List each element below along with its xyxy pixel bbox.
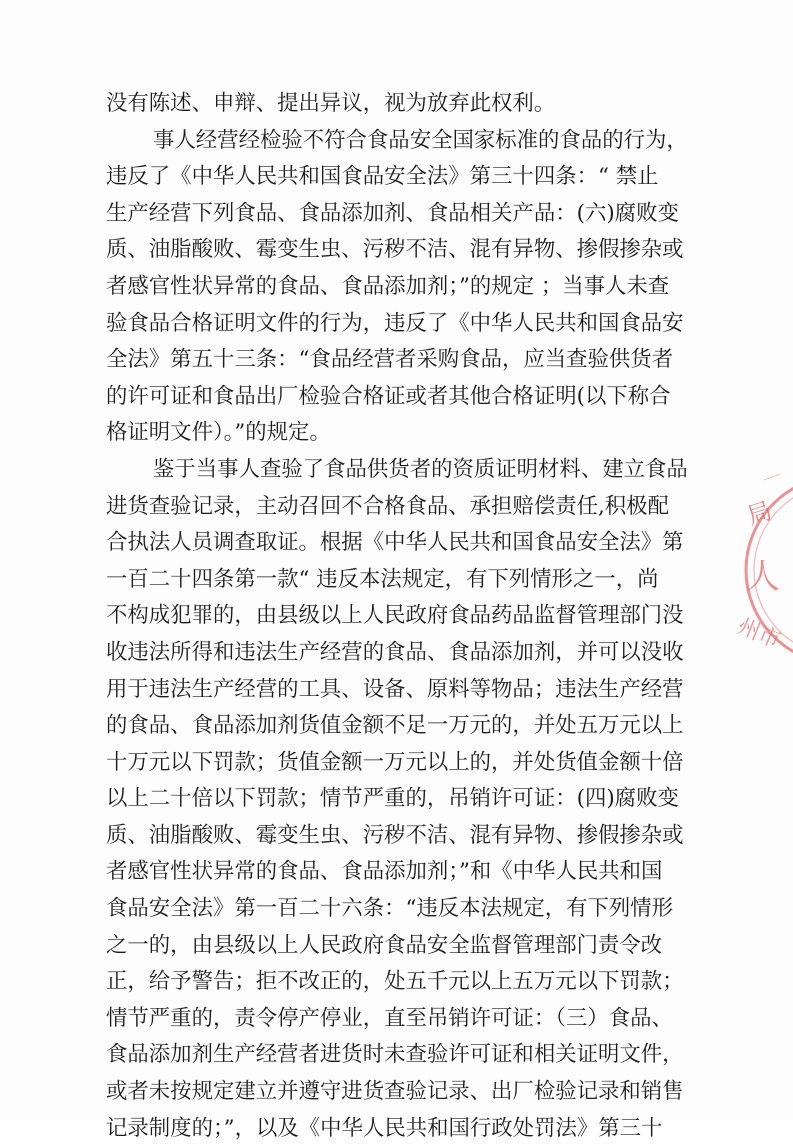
text-line: 鉴于当事人查验了食品供货者的资质证明材料、建立食品 [153, 456, 688, 482]
text-line: 全法》第五十三条：“食品经营者采购食品，应当查验供货者 [106, 347, 674, 373]
document-body [106, 86, 696, 1147]
text-line: 以上二十倍以下罚款；情节严重的，吊销许可证：(四)腐败变 [106, 786, 679, 812]
text-line: 者感官性状异常的食品、食品添加剂；”和《中华人民共和国 [106, 859, 663, 885]
svg-text:局: 局 [743, 496, 776, 531]
official-seal-stamp [728, 470, 793, 670]
svg-text:州市: 州市 [733, 614, 785, 654]
text-line: 的食品、食品添加剂货值金额不足一万元的，并处五万元以上 [106, 713, 684, 739]
text-line: 食品添加剂生产经营者进货时未查验许可证和相关证明文件， [106, 1042, 684, 1068]
text-line: 不构成犯罪的，由县级以上人民政府食品药品监督管理部门没 [106, 603, 684, 629]
text-line: 食品安全法》第一百二十六条：“违反本法规定，有下列情形 [106, 896, 674, 922]
text-line: 之一的，由县级以上人民政府食品安全监督管理部门责令改 [106, 932, 663, 958]
text-line: 的许可证和食品出厂检验合格证或者其他合格证明(以下称合 [106, 383, 671, 409]
text-line: 正，给予警告；拒不改正的，处五千元以上五万元以下罚款； [106, 969, 684, 995]
text-line: 用于违法生产经营的工具、设备、原料等物品；违法生产经营 [106, 676, 684, 702]
text-line: 进货查验记录，主动召回不合格食品、承担赔偿责任,积极配 [106, 493, 669, 519]
text-line: 违反了《中华人民共和国食品安全法》第三十四条：“ 禁止 [106, 164, 659, 190]
text-line: 质、油脂酸败、霉变生虫、污秽不洁、混有异物、掺假掺杂或 [106, 237, 684, 263]
text-line: 合执法人员调查取证。根据《中华人民共和国食品安全法》第 [106, 530, 684, 556]
text-line: 验食品合格证明文件的行为，违反了《中华人民共和国食品安 [106, 310, 684, 336]
text-line: 一百二十四条第一款“ 违反本法规定，有下列情形之一，尚 [106, 566, 659, 592]
text-line: 十万元以下罚款；货值金额一万元以上的，并处货值金额十倍 [106, 749, 684, 775]
text-line: 或者未按规定建立并遵守进货查验记录、出厂检验记录和销售 [106, 1079, 684, 1105]
text-line: 生产经营下列食品、食品添加剂、食品相关产品：(六)腐败变 [106, 200, 679, 226]
svg-text:人: 人 [746, 557, 780, 597]
text-line: 者感官性状异常的食品、食品添加剂；”的规定 ；当事人未查 [106, 273, 670, 299]
text-line: 格证明文件）。”的规定。 [106, 420, 331, 446]
text-line: 事人经营经检验不符合食品安全国家标准的食品的行为， [153, 127, 688, 153]
text-line: 没有陈述、申辩、提出异议，视为放弃此权利。 [106, 91, 556, 116]
text-line: 情节严重的，责令停产停业，直至吊销许可证：（三）食品、 [106, 1005, 673, 1031]
text-line: 记录制度的；”，以及《中华人民共和国行政处罚法》第三十 [106, 1115, 663, 1141]
seal-icon [728, 470, 793, 670]
text-line: 收违法所得和违法生产经营的食品、食品添加剂，并可以没收 [106, 639, 684, 665]
text-line: 质、油脂酸败、霉变生虫、污秽不洁、混有异物、掺假掺杂或 [106, 822, 684, 848]
